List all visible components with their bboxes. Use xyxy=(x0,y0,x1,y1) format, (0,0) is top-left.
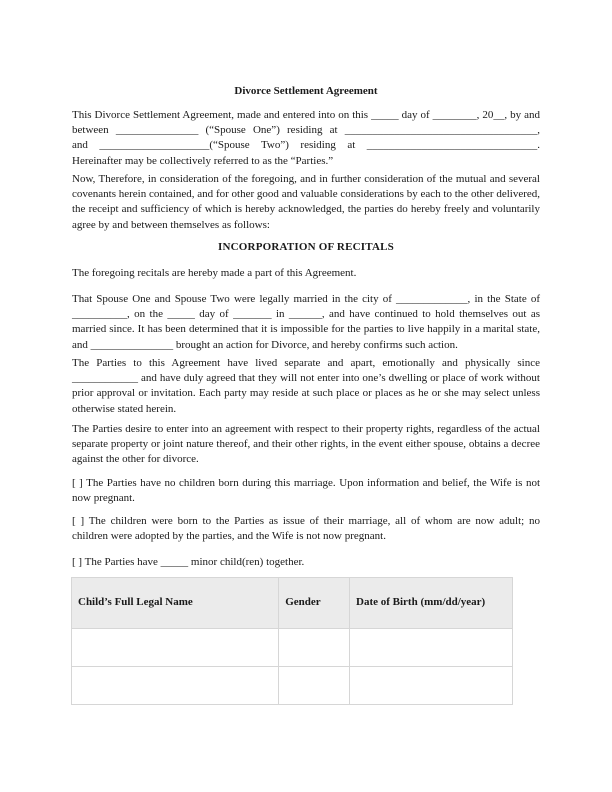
recitals-paragraph xyxy=(72,266,540,281)
adult-children-line-1: [ ] The children were born to the Parties as issue of their marriage, all of whom are now adult; no xyxy=(72,515,540,527)
table-row xyxy=(72,629,513,667)
separation-line-4: otherwise stated herein. xyxy=(72,402,177,415)
consideration-paragraph xyxy=(72,172,540,233)
table-header-row xyxy=(72,578,513,629)
gender-cell[interactable] xyxy=(279,667,350,705)
child-name-cell[interactable] xyxy=(72,667,279,705)
separation-line-2: ____________ and have duly agreed that they will not enter into one’s dwelling or place of work without xyxy=(72,372,540,385)
header-date-of-birth: Date of Birth (mm/dd/year) xyxy=(350,578,513,629)
no-children-line-2: now pregnant. xyxy=(72,492,135,505)
property-line-1: The Parties desire to enter into an agreement with respect to their property rights, regardless of the actual xyxy=(72,423,540,435)
marriage-line-3: married since. It has been determined that it is impossible for the parties to live happily in a marital state, xyxy=(72,323,540,336)
gender-cell[interactable] xyxy=(279,629,350,667)
consideration-line-1: Now, Therefore, in consideration of the foregoing, and in further consideration of the mutual and several xyxy=(72,173,540,185)
child-name-cell[interactable] xyxy=(72,629,279,667)
minor-children-text: [ ] The Parties have _____ minor child(ren) together. xyxy=(72,556,305,568)
intro-line-3: and ____________________(“Spouse Two”) residing at _______________________________. xyxy=(72,139,540,152)
marriage-paragraph xyxy=(72,292,540,353)
marriage-line-4: and _______________ brought an action for Divorce, and hereby confirms such action. xyxy=(72,338,458,351)
consideration-line-3: the receipt and sufficiency of which is hereby acknowledged, the parties do hereby freely and voluntarily xyxy=(72,203,540,216)
consideration-line-2: covenants herein contained, and for other good and valuable considerations by each to the other delivered, xyxy=(72,188,540,201)
children-table xyxy=(71,577,513,705)
date-of-birth-cell[interactable] xyxy=(350,667,513,705)
separation-line-3: prior approval or invitation. Each party may reside at such place or places as he or she may select unless xyxy=(72,387,540,400)
property-line-2: separate property or joint nature thereof, and their other rights, in the event either spouse, obtains a decree xyxy=(72,438,540,451)
adult-children-option xyxy=(72,514,540,544)
recitals-text: The foregoing recitals are hereby made a part of this Agreement. xyxy=(72,267,357,279)
property-paragraph xyxy=(72,422,540,468)
no-children-line-1: [ ] The Parties have no children born during this marriage. Upon information and belief, the Wife is not xyxy=(72,477,540,489)
intro-line-1: This Divorce Settlement Agreement, made and entered into on this _____ day of ________, 20__, by and xyxy=(72,109,540,121)
marriage-line-1: That Spouse One and Spouse Two were legally married in the city of _____________, in the State of xyxy=(72,293,540,305)
date-of-birth-cell[interactable] xyxy=(350,629,513,667)
marriage-line-2: __________, on the _____ day of _______ in ______, and have continued to hold themselves out as xyxy=(72,308,540,321)
no-children-option xyxy=(72,476,540,506)
intro-paragraph xyxy=(72,108,540,169)
minor-children-option xyxy=(72,555,540,570)
header-child-name: Child’s Full Legal Name xyxy=(72,578,279,629)
property-line-3: against the other for divorce. xyxy=(72,453,199,466)
header-gender: Gender xyxy=(279,578,350,629)
separation-paragraph xyxy=(72,356,540,417)
intro-line-4: Hereinafter may be collectively referred to as the “Parties.” xyxy=(72,154,334,167)
document-title: Divorce Settlement Agreement xyxy=(234,85,378,97)
separation-line-1: The Parties to this Agreement have lived separate and apart, emotionally and physically since xyxy=(72,357,540,369)
table-row xyxy=(72,667,513,705)
intro-line-2: between _______________ (“Spouse One”) residing at ___________________________________, xyxy=(72,124,540,137)
adult-children-line-2: children were adopted by the parties, and the Wife is not now pregnant. xyxy=(72,530,386,543)
consideration-line-4: agree by and between themselves as follows: xyxy=(72,218,270,231)
recitals-heading: INCORPORATION OF RECITALS xyxy=(218,241,394,253)
